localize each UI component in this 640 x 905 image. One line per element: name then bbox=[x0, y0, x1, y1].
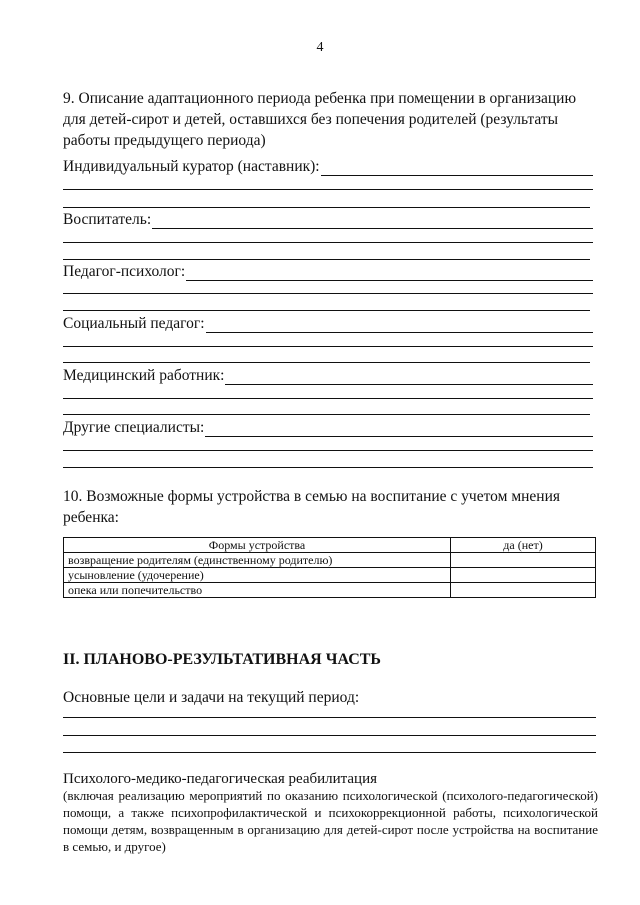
blank-line[interactable] bbox=[63, 293, 593, 294]
table-header-row bbox=[64, 538, 596, 553]
field-other-specialists-line[interactable] bbox=[205, 423, 593, 437]
field-social-teacher[interactable] bbox=[63, 315, 593, 333]
field-medical-worker-line[interactable] bbox=[225, 371, 593, 385]
field-medical-worker[interactable] bbox=[63, 367, 593, 385]
field-educator[interactable] bbox=[63, 211, 593, 229]
field-curator-label: Индивидуальный куратор (наставник): bbox=[63, 158, 320, 175]
placement-forms-table bbox=[63, 537, 596, 598]
table-row bbox=[64, 553, 596, 568]
field-curator-line[interactable] bbox=[321, 162, 593, 176]
blank-line[interactable] bbox=[63, 398, 593, 399]
blank-line[interactable] bbox=[63, 259, 590, 260]
row-label: опека или попечительство bbox=[64, 583, 451, 598]
blank-line[interactable] bbox=[63, 752, 596, 753]
page-number: 4 bbox=[316, 40, 324, 55]
field-psychologist[interactable] bbox=[63, 263, 593, 281]
yes-no-cell[interactable] bbox=[451, 553, 596, 568]
yes-no-cell[interactable] bbox=[451, 583, 596, 598]
blank-line[interactable] bbox=[63, 310, 590, 311]
section10-title: 10. Возможные формы устройства в семью на воспитание с учетом мнения ребенка: bbox=[63, 488, 561, 526]
field-medical-worker-label: Медицинский работник: bbox=[63, 367, 225, 384]
field-social-teacher-label: Социальный педагог: bbox=[63, 315, 205, 332]
field-educator-line[interactable] bbox=[152, 215, 593, 229]
blank-line[interactable] bbox=[63, 242, 593, 243]
part2-title: II. ПЛАНОВО-РЕЗУЛЬТАТИВНАЯ ЧАСТЬ bbox=[63, 651, 381, 668]
rehab-description: (включая реализацию мероприятий по оказанию психологической (психолого-педагогической) помощи, а также психопрофилактической и психокоррекционной работы, психологической помощи детям, возвращенным в организацию для детей-сирот после устройства на воспитание в семью, и другое) bbox=[63, 788, 598, 854]
table-row bbox=[64, 583, 596, 598]
table-row bbox=[64, 568, 596, 583]
section9-title: 9. Описание адаптационного периода ребенка при помещении в организацию для детей-сирот и детей, оставшихся без попечения родителей (результаты работы предыдущего периода) bbox=[63, 90, 577, 149]
yes-no-cell[interactable] bbox=[451, 568, 596, 583]
goals-label: Основные цели и задачи на текущий период: bbox=[63, 689, 360, 706]
rehab-title: Психолого-медико-педагогическая реабилитация bbox=[63, 771, 377, 787]
column-header-yes-no: да (нет) bbox=[451, 538, 596, 553]
field-curator[interactable] bbox=[63, 158, 593, 176]
column-header-forms: Формы устройства bbox=[64, 538, 451, 553]
blank-line[interactable] bbox=[63, 450, 593, 451]
blank-line[interactable] bbox=[63, 362, 590, 363]
field-other-specialists[interactable] bbox=[63, 419, 593, 437]
blank-line[interactable] bbox=[63, 346, 593, 347]
blank-line[interactable] bbox=[63, 414, 590, 415]
blank-line[interactable] bbox=[63, 467, 593, 468]
row-label: возвращение родителям (единственному родителю) bbox=[64, 553, 451, 568]
field-psychologist-line[interactable] bbox=[186, 267, 593, 281]
blank-line[interactable] bbox=[63, 207, 590, 208]
field-social-teacher-line[interactable] bbox=[206, 319, 594, 333]
blank-line[interactable] bbox=[63, 735, 596, 736]
field-other-specialists-label: Другие специалисты: bbox=[63, 419, 205, 436]
blank-line[interactable] bbox=[63, 189, 593, 190]
blank-line[interactable] bbox=[63, 717, 596, 718]
field-psychologist-label: Педагог-психолог: bbox=[63, 263, 186, 280]
field-educator-label: Воспитатель: bbox=[63, 211, 152, 228]
row-label: усыновление (удочерение) bbox=[64, 568, 451, 583]
